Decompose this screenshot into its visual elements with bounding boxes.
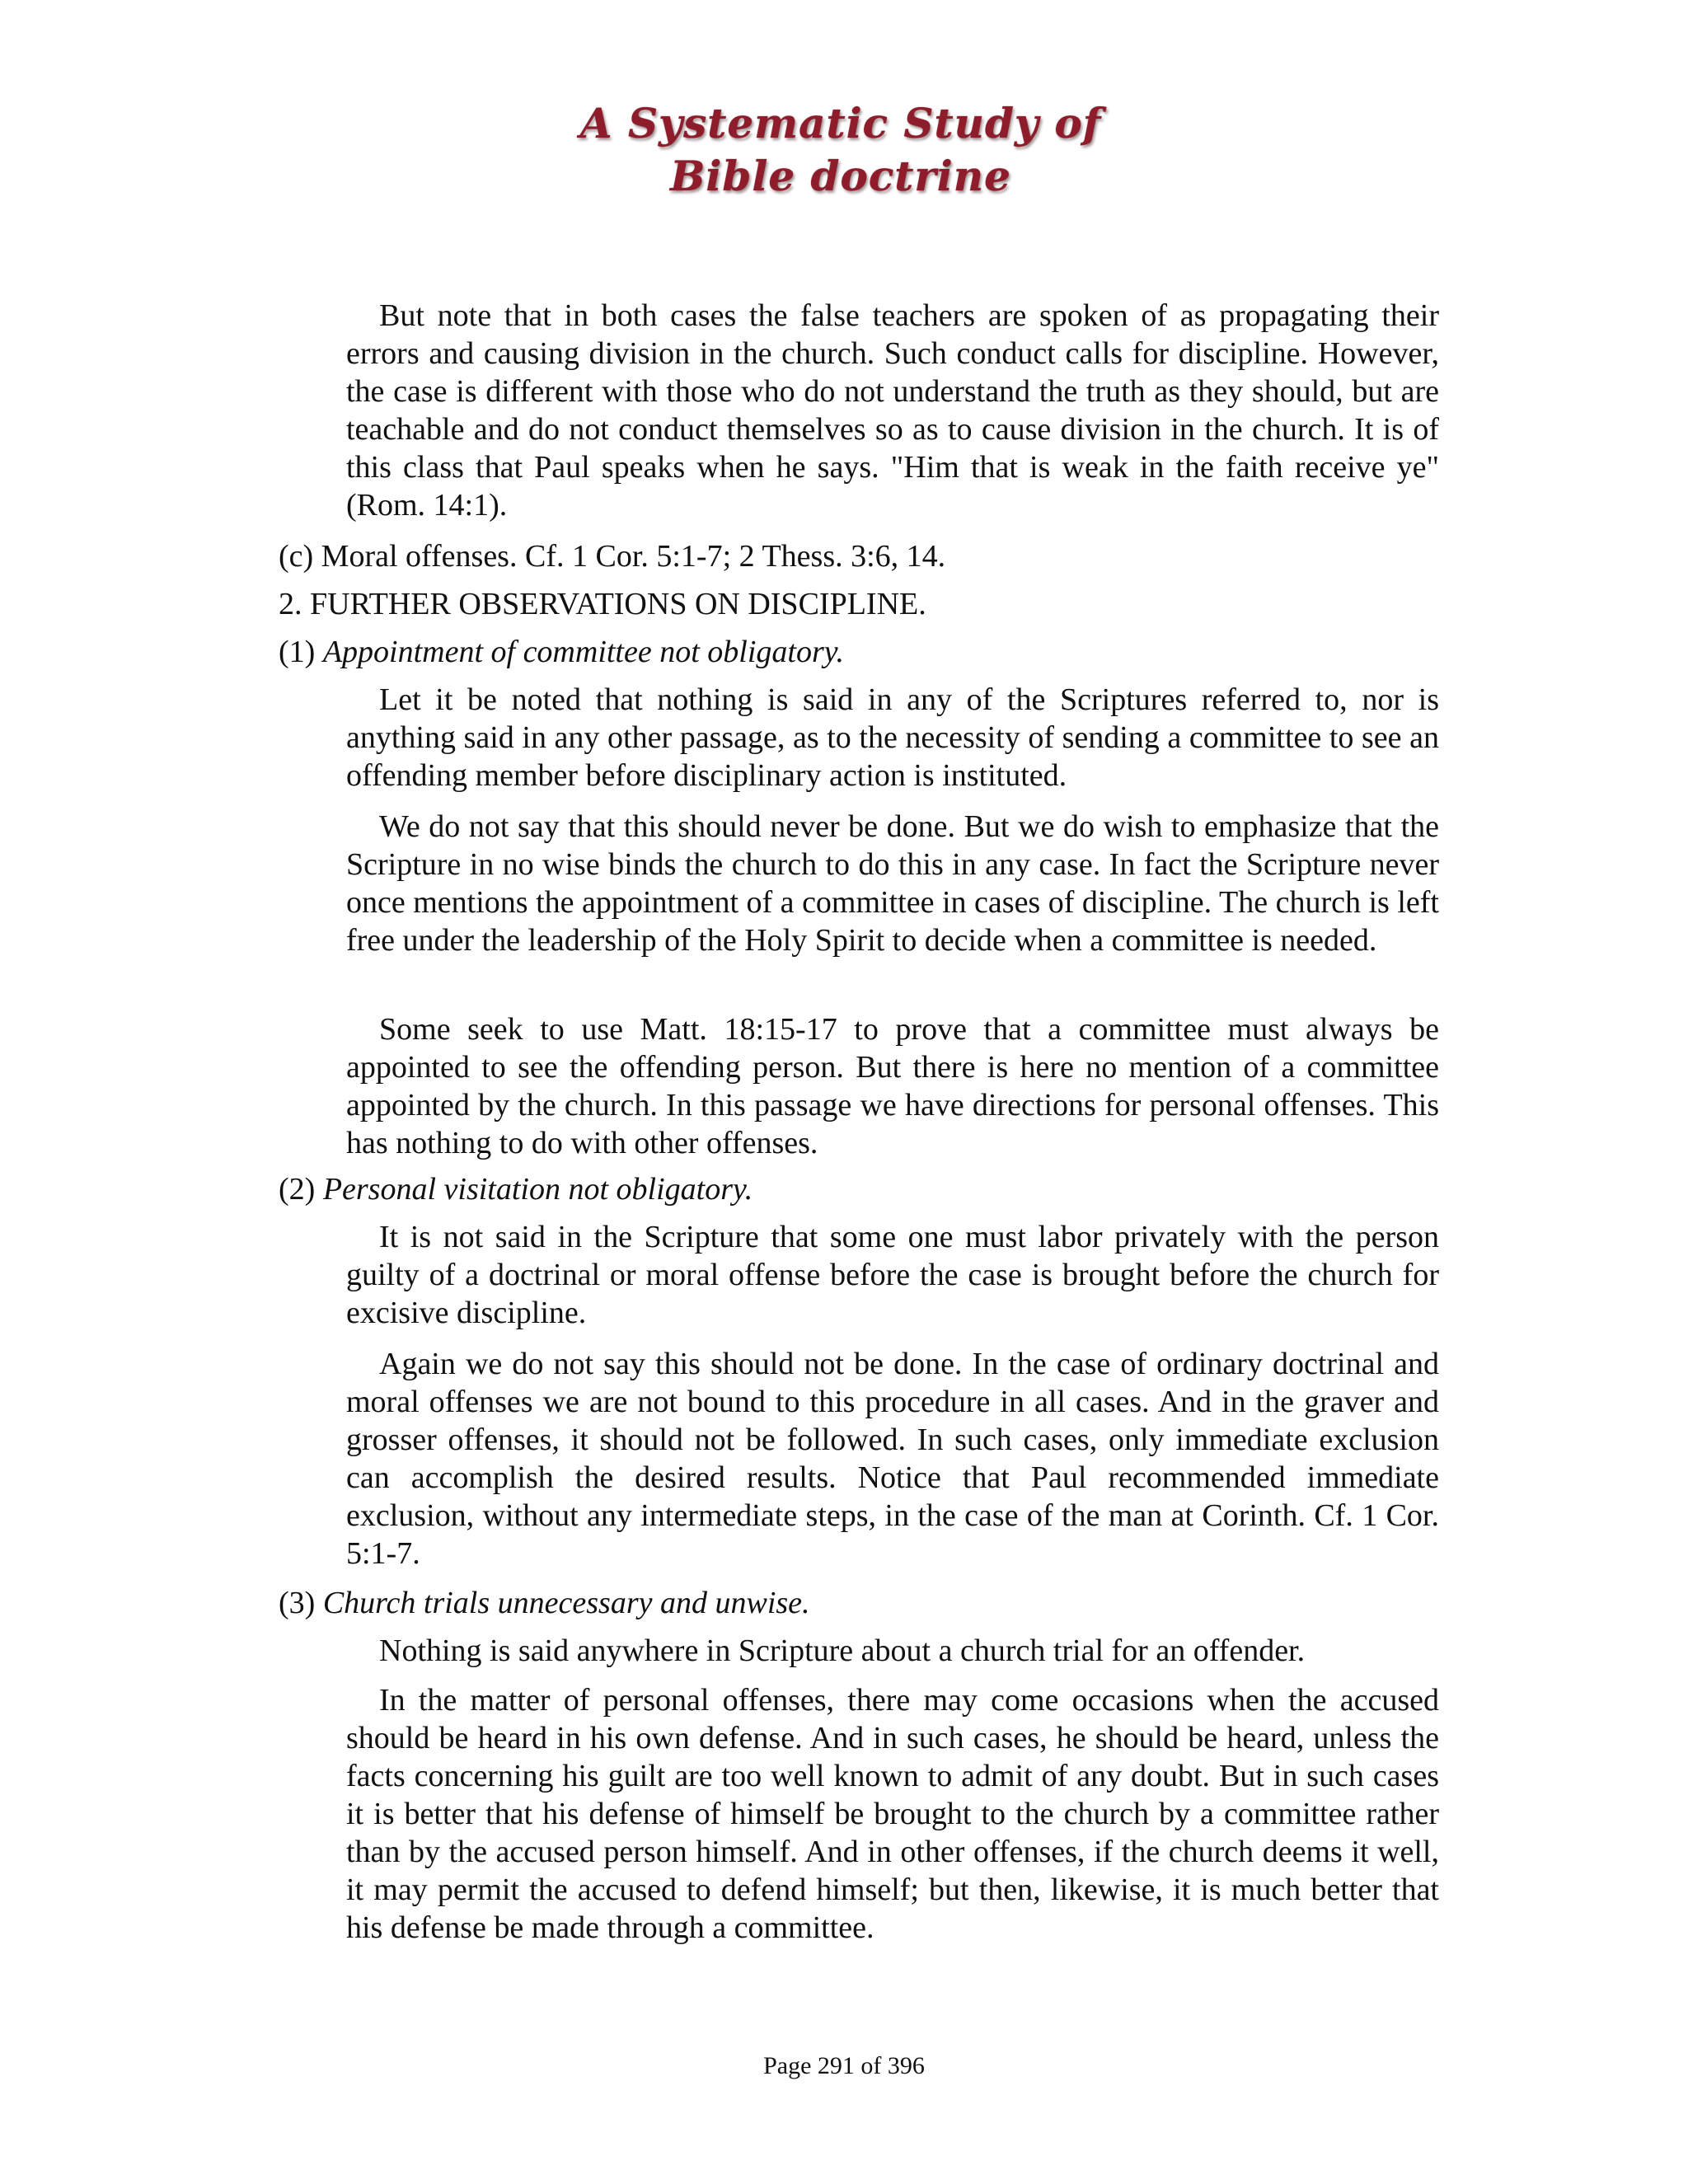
subsection-number: (1) — [279, 635, 316, 669]
logo-line-1: A Systematic Study of — [579, 99, 1102, 148]
paragraph-committee-necessity: Let it be noted that nothing is said in any of the Scriptures referred to, nor is anything said in any other passage, as to the necessity of sending a committee to see an offending member before disciplinary action is instituted. — [346, 682, 1439, 793]
paragraph-immediate-exclusion: Again we do not say this should not be done. In the case of ordinary doctrinal and moral offenses we are not bound to this procedure in all cases. And in the graver and grosser offenses, it should not be followed. In such cases, only immediate exclusion can accomplish the desired results. Notice that Paul recommended immediate exclusion, without any intermediate steps, in the case of the man at Corinth. Cf. 1 Cor. 5:1-7. — [346, 1347, 1439, 1571]
paragraph-matt-18: Some seek to use Matt. 18:15-17 to prove that a committee must always be appointed to see the offending person. But there is here no mention of a committee appointed by the church. In this passage we have directions for personal offenses. This has nothing to do with other offenses. — [346, 1012, 1439, 1160]
paragraph-scripture-no-binding: We do not say that this should never be done. But we do wish to emphasize that the Scripture in no wise binds the church to do this in any case. In fact the Scripture never once mentions the appointment of a committee in cases of discipline. The church is left free under the leadership of the Holy Spirit to decide when a committee is needed. — [346, 809, 1439, 958]
subsection-title: Appointment of committee not obligatory. — [322, 635, 845, 669]
subsection-number: (3) — [279, 1586, 316, 1620]
subsection-heading-2 — [279, 1170, 1432, 1208]
book-title-logo — [569, 97, 1113, 213]
section-heading-further-observations: 2. FURTHER OBSERVATIONS ON DISCIPLINE. — [279, 587, 926, 621]
item-moral-offenses: (c) Moral offenses. Cf. 1 Cor. 5:1-7; 2 Thess. 3:6, 14. — [279, 539, 946, 574]
subsection-heading-3 — [279, 1584, 1432, 1622]
subsection-title: Church trials unnecessary and unwise. — [322, 1586, 810, 1620]
subsection-number: (2) — [279, 1172, 316, 1207]
page-number: Page 291 of 396 — [763, 2052, 925, 2079]
paragraph-private-labor: It is not said in the Scripture that some one must labor privately with the person guilty of a doctrinal or moral offense before the case is brought before the church for excisive discipline. — [346, 1220, 1439, 1330]
paragraph-false-teachers: But note that in both cases the false teachers are spoken of as propagating their errors and causing division in the church. Such conduct calls for discipline. However, the case is different with those who do not understand the truth as they should, but are teachable and do not conduct themselves so as to cause division in the church. It is of this class that Paul speaks when he says. "Him that is weak in the faith receive ye" (Rom. 14:1). — [346, 298, 1439, 523]
paragraph-personal-offenses-defense: In the matter of personal offenses, there may come occasions when the accused should be heard in his own defense. And in such cases, he should be heard, unless the facts concerning his guilt are too well known to admit of any doubt. But in such cases it is better that his defense of himself be brought to the church by a committee rather than by the accused person himself. And in other offenses, if the church deems it well, it may permit the accused to defend himself; but then, likewise, it is much better that his defense be made through a committee. — [346, 1683, 1439, 1945]
paragraph-no-church-trial: Nothing is said anywhere in Scripture about a church trial for an offender. — [379, 1633, 1306, 1668]
subsection-heading-1 — [279, 633, 1432, 671]
subsection-title: Personal visitation not obligatory. — [322, 1172, 753, 1207]
logo-line-2: Bible doctrine — [670, 152, 1011, 200]
